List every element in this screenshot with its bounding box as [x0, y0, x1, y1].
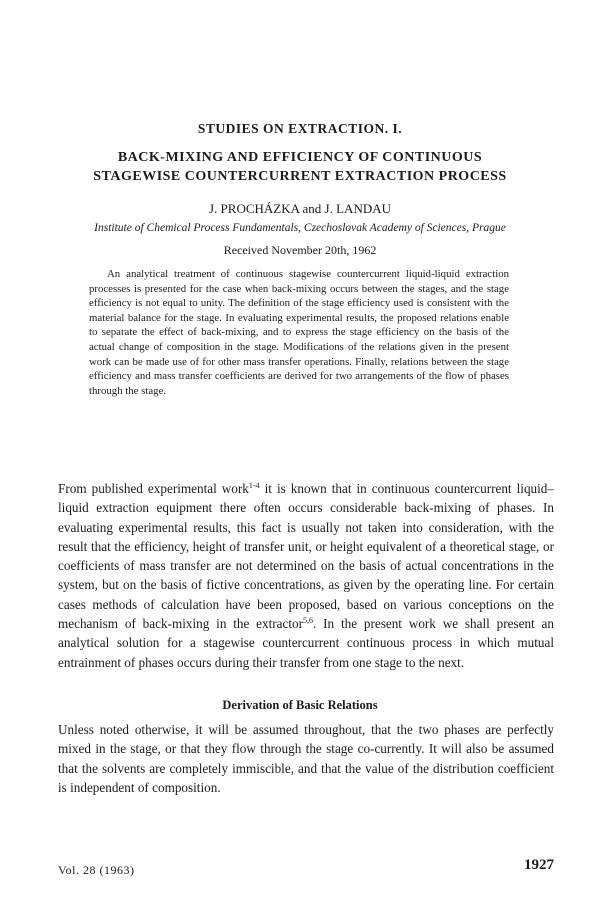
series-title: STUDIES ON EXTRACTION. I. [197, 121, 403, 136]
paragraph-derivation: Unless noted otherwise, it will be assumed throughout, that the two phases are perfectly mixed in the stage, or that they flow through the stage co-currently. It will also be assumed that the solvents are completely immiscible, and that the value of the distribution coefficient is independent of composition. [58, 722, 554, 795]
citation-ref-5-6: 5,6 [303, 616, 314, 626]
authors: J. PROCHÁZKA and J. LANDAU [208, 201, 391, 216]
intro-text-middle: it is known that in continuous countercurrent liquid–liquid extraction equipment there often occurs considerable back-mixing of phases. In evaluating experimental results, this fact is usually not taken into consideration, with the result that the efficiency, height of transfer unit, or height equivalent of a theoretical stage, or coefficients of mass transfer are not determined on the basis of actual concentrations in the system, but on the basis of fictive concentrations, as given by the operating line. For certain cases methods of calculation have been proposed, based on various conceptions on the mechanism of back-mixing in the extractor [58, 481, 554, 632]
received-date: Received November 20th, 1962 [223, 243, 377, 257]
page-number: 1927 [524, 857, 554, 873]
section-heading: Derivation of Basic Relations [222, 698, 378, 712]
intro-text-end: . In the present work we shall present an analytical solution for a stagewise countercurrent continuous process in which mutual entrainment of phases occurs during their transfer from one stage to the next. [58, 616, 554, 670]
affiliation: Institute of Chemical Process Fundamentals, Czechoslovak Academy of Sciences, Prague [94, 222, 506, 234]
article-title [60, 120, 540, 186]
title-line-3: STAGEWISE COUNTERCURRENT EXTRACTION PROCESS [93, 169, 507, 184]
volume-info: Vol. 28 (1963) [58, 863, 135, 877]
paragraph-introduction [58, 479, 554, 672]
title-line-2: BACK-MIXING AND EFFICIENCY OF CONTINUOUS [117, 150, 483, 165]
abstract: An analytical treatment of continuous stagewise countercurrent liquid-liquid extraction processes is presented for the case when back-mixing occurs between the stages, and the stage efficiency is not equal to unity. The definition of the stage efficiency used is consistent with the material balance for the stage. In evaluating experimental results, the proposed relations enable to separate the effect of back-mixing, and to express the stage efficiency on the basis of the actual change of composition in the stage. Modifications of the relations given in the present work can be made use of for other mass transfer operations. Finally, relations between the stage efficiency and mass transfer coefficients are derived for two arrangements of the flow of phases through the stage. [89, 268, 509, 397]
citation-ref-1-4: 1-4 [248, 481, 260, 490]
intro-text-start: From published experimental work [58, 481, 249, 496]
